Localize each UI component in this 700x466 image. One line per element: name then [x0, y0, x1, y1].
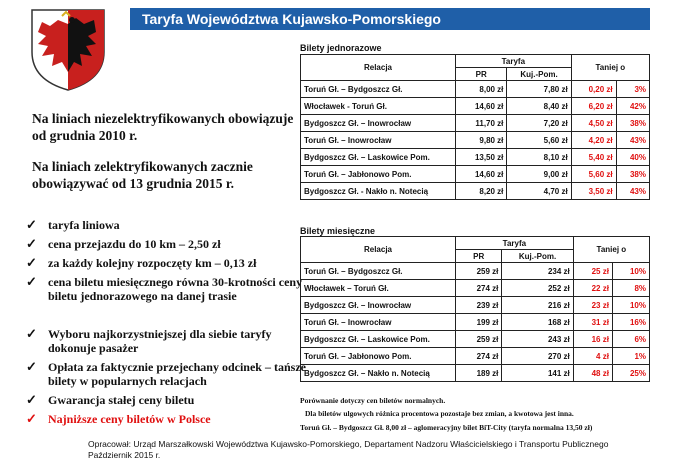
- saving-amount-cell: 3,50 zł: [571, 183, 616, 200]
- pr-price-cell: 259 zł: [456, 331, 502, 348]
- monthly-tickets-heading: Bilety miesięczne: [300, 226, 376, 236]
- saving-percent-cell: 3%: [616, 81, 649, 98]
- saving-percent-cell: 16%: [612, 314, 649, 331]
- saving-percent-cell: 43%: [616, 132, 649, 149]
- kuj-pom-price-cell: 4,70 zł: [507, 183, 571, 200]
- column-header: Relacja: [301, 237, 456, 263]
- column-header: Taryfa: [456, 237, 574, 250]
- table-row: [301, 365, 650, 382]
- table-row: [301, 132, 650, 149]
- relation-cell: Włocławek – Toruń Gł.: [301, 280, 456, 297]
- relation-cell: Toruń Gł. – Jabłonowo Pom.: [301, 166, 456, 183]
- saving-amount-cell: 4,50 zł: [571, 115, 616, 132]
- table-row: [301, 81, 650, 98]
- pr-price-cell: 13,50 zł: [456, 149, 507, 166]
- saving-amount-cell: 5,40 zł: [571, 149, 616, 166]
- intro-non-electrified: Na liniach niezelektryfikowanych obowiązuje od grudnia 2010 r.: [32, 111, 294, 143]
- saving-percent-cell: 38%: [616, 166, 649, 183]
- saving-percent-cell: 38%: [616, 115, 649, 132]
- list-item: ✓ Gwarancja stałej ceny biletu: [26, 392, 195, 407]
- kuj-pom-price-cell: 234 zł: [502, 263, 573, 280]
- pr-price-cell: 14,60 zł: [456, 98, 507, 115]
- voivodeship-crest-logo: [28, 6, 108, 92]
- list-item: ✓ Opłata za faktycznie przejechany odcinek – tańsze bilety w popularnych relacjach: [26, 359, 306, 388]
- relation-cell: Toruń Gł. – Inowrocław: [301, 314, 456, 331]
- tariff-features-list: [26, 218, 311, 308]
- relation-cell: Bydgoszcz Gł. – Laskowice Pom.: [301, 331, 456, 348]
- intro-electrified: Na liniach zelektryfikowanych zacznie obowiązywać od 13 grudnia 2015 r.: [32, 159, 253, 191]
- pr-price-cell: 9,80 zł: [456, 132, 507, 149]
- kuj-pom-price-cell: 252 zł: [502, 280, 573, 297]
- list-item: ✓ cena biletu miesięcznego równa 30-krotności ceny biletu jednorazowego na danej trasie: [26, 274, 303, 303]
- check-icon: ✓: [26, 326, 37, 341]
- saving-percent-cell: 10%: [612, 297, 649, 314]
- column-header: Taniej o: [573, 237, 649, 263]
- single-tickets-body: [301, 81, 650, 200]
- saving-percent-cell: 43%: [616, 183, 649, 200]
- kuj-pom-price-cell: 5,60 zł: [507, 132, 571, 149]
- saving-amount-cell: 6,20 zł: [571, 98, 616, 115]
- saving-percent-cell: 6%: [612, 331, 649, 348]
- kuj-pom-price-cell: 168 zł: [502, 314, 573, 331]
- table-row: [301, 280, 650, 297]
- table-row: [301, 263, 650, 280]
- table-row: [301, 183, 650, 200]
- kuj-pom-price-cell: 7,20 zł: [507, 115, 571, 132]
- saving-amount-cell: 48 zł: [573, 365, 612, 382]
- list-item: ✓ cena przejazdu do 10 km – 2,50 zł: [26, 236, 221, 251]
- source-date: Październik 2015 r.: [88, 450, 161, 460]
- column-header: Kuj.-Pom.: [502, 250, 573, 263]
- benefits-list: [26, 327, 311, 431]
- pr-price-cell: 274 zł: [456, 348, 502, 365]
- column-header: Relacja: [301, 55, 456, 81]
- relation-cell: Bydgoszcz Gł. - Nakło n. Notecią: [301, 183, 456, 200]
- saving-amount-cell: 22 zł: [573, 280, 612, 297]
- kuj-pom-price-cell: 8,10 zł: [507, 149, 571, 166]
- saving-amount-cell: 25 zł: [573, 263, 612, 280]
- relation-cell: Bydgoszcz Gł. – Laskowice Pom.: [301, 149, 456, 166]
- relation-cell: Bydgoszcz Gł. – Nakło n. Notecią: [301, 365, 456, 382]
- kuj-pom-price-cell: 7,80 zł: [507, 81, 571, 98]
- footnote-normal-prices: Porównanie dotyczy cen biletów normalnych.: [300, 396, 446, 405]
- table-row: [301, 149, 650, 166]
- saving-amount-cell: 4 zł: [573, 348, 612, 365]
- check-icon: ✓: [26, 217, 37, 232]
- saving-percent-cell: 40%: [616, 149, 649, 166]
- table-row: [301, 98, 650, 115]
- table-row: [301, 348, 650, 365]
- check-icon: ✓: [26, 411, 37, 426]
- check-icon: ✓: [26, 274, 37, 289]
- saving-amount-cell: 5,60 zł: [571, 166, 616, 183]
- saving-percent-cell: 10%: [612, 263, 649, 280]
- relation-cell: Bydgoszcz Gł. – Inowrocław: [301, 115, 456, 132]
- saving-amount-cell: 0,20 zł: [571, 81, 616, 98]
- list-item-highlight: ✓ Najniższe ceny biletów w Polsce: [26, 411, 211, 426]
- saving-percent-cell: 1%: [612, 348, 649, 365]
- kuj-pom-price-cell: 8,40 zł: [507, 98, 571, 115]
- single-tickets-table: [300, 54, 650, 200]
- pr-price-cell: 189 zł: [456, 365, 502, 382]
- kuj-pom-price-cell: 243 zł: [502, 331, 573, 348]
- relation-cell: Toruń Gł. – Inowrocław: [301, 132, 456, 149]
- pr-price-cell: 11,70 zł: [456, 115, 507, 132]
- pr-price-cell: 259 zł: [456, 263, 502, 280]
- pr-price-cell: 199 zł: [456, 314, 502, 331]
- column-header: Taryfa: [456, 55, 572, 68]
- list-item: ✓ taryfa liniowa: [26, 217, 120, 232]
- list-item: ✓ Wyboru najkorzystniejszej dla siebie taryfy dokonuje pasażer: [26, 326, 272, 355]
- column-header: Taniej o: [571, 55, 649, 81]
- check-icon: ✓: [26, 359, 37, 374]
- table-row: [301, 297, 650, 314]
- pr-price-cell: 274 zł: [456, 280, 502, 297]
- kuj-pom-price-cell: 9,00 zł: [507, 166, 571, 183]
- relation-cell: Toruń Gł. – Jabłonowo Pom.: [301, 348, 456, 365]
- kuj-pom-price-cell: 270 zł: [502, 348, 573, 365]
- column-header: PR: [456, 250, 502, 263]
- saving-amount-cell: 16 zł: [573, 331, 612, 348]
- column-header: Kuj.-Pom.: [507, 68, 571, 81]
- check-icon: ✓: [26, 255, 37, 270]
- saving-percent-cell: 8%: [612, 280, 649, 297]
- monthly-tickets-body: [301, 263, 650, 382]
- footnote-reduced-tickets: Dla biletów ulgowych różnica procentowa pozostaje bez zmian, a kwotowa jest inna.: [305, 409, 574, 418]
- check-icon: ✓: [26, 236, 37, 251]
- check-icon: ✓: [26, 392, 37, 407]
- table-row: [301, 166, 650, 183]
- relation-cell: Toruń Gł. – Bydgoszcz Gł.: [301, 263, 456, 280]
- pr-price-cell: 239 zł: [456, 297, 502, 314]
- kuj-pom-price-cell: 141 zł: [502, 365, 573, 382]
- relation-cell: Toruń Gł. – Bydgoszcz Gł.: [301, 81, 456, 98]
- monthly-tickets-table: [300, 236, 650, 382]
- single-tickets-heading: Bilety jednorazowe: [300, 43, 382, 53]
- table-row: [301, 331, 650, 348]
- saving-percent-cell: 25%: [612, 365, 649, 382]
- source-credit: [88, 439, 608, 461]
- saving-amount-cell: 31 zł: [573, 314, 612, 331]
- relation-cell: Bydgoszcz Gł. – Inowrocław: [301, 297, 456, 314]
- pr-price-cell: 14,60 zł: [456, 166, 507, 183]
- column-header: PR: [456, 68, 507, 81]
- relation-cell: Włocławek - Toruń Gł.: [301, 98, 456, 115]
- kuj-pom-price-cell: 216 zł: [502, 297, 573, 314]
- saving-amount-cell: 4,20 zł: [571, 132, 616, 149]
- source-line: Opracował: Urząd Marszałkowski Województwa Kujawsko-Pomorskiego, Departament Nadzoru Właścicielskiego i Transportu Publicznego: [88, 439, 609, 449]
- saving-amount-cell: 23 zł: [573, 297, 612, 314]
- table-row: [301, 115, 650, 132]
- table-row: [301, 314, 650, 331]
- page-title: Taryfa Województwa Kujawsko-Pomorskiego: [130, 8, 650, 30]
- footnote-bit-city: Toruń Gł. – Bydgoszcz Gł. 8,00 zł – aglomeracyjny bilet BiT-City (taryfa normalna 13,50 zł): [300, 423, 593, 432]
- saving-percent-cell: 42%: [616, 98, 649, 115]
- pr-price-cell: 8,00 zł: [456, 81, 507, 98]
- list-item: ✓ za każdy kolejny rozpoczęty km – 0,13 zł: [26, 255, 257, 270]
- pr-price-cell: 8,20 zł: [456, 183, 507, 200]
